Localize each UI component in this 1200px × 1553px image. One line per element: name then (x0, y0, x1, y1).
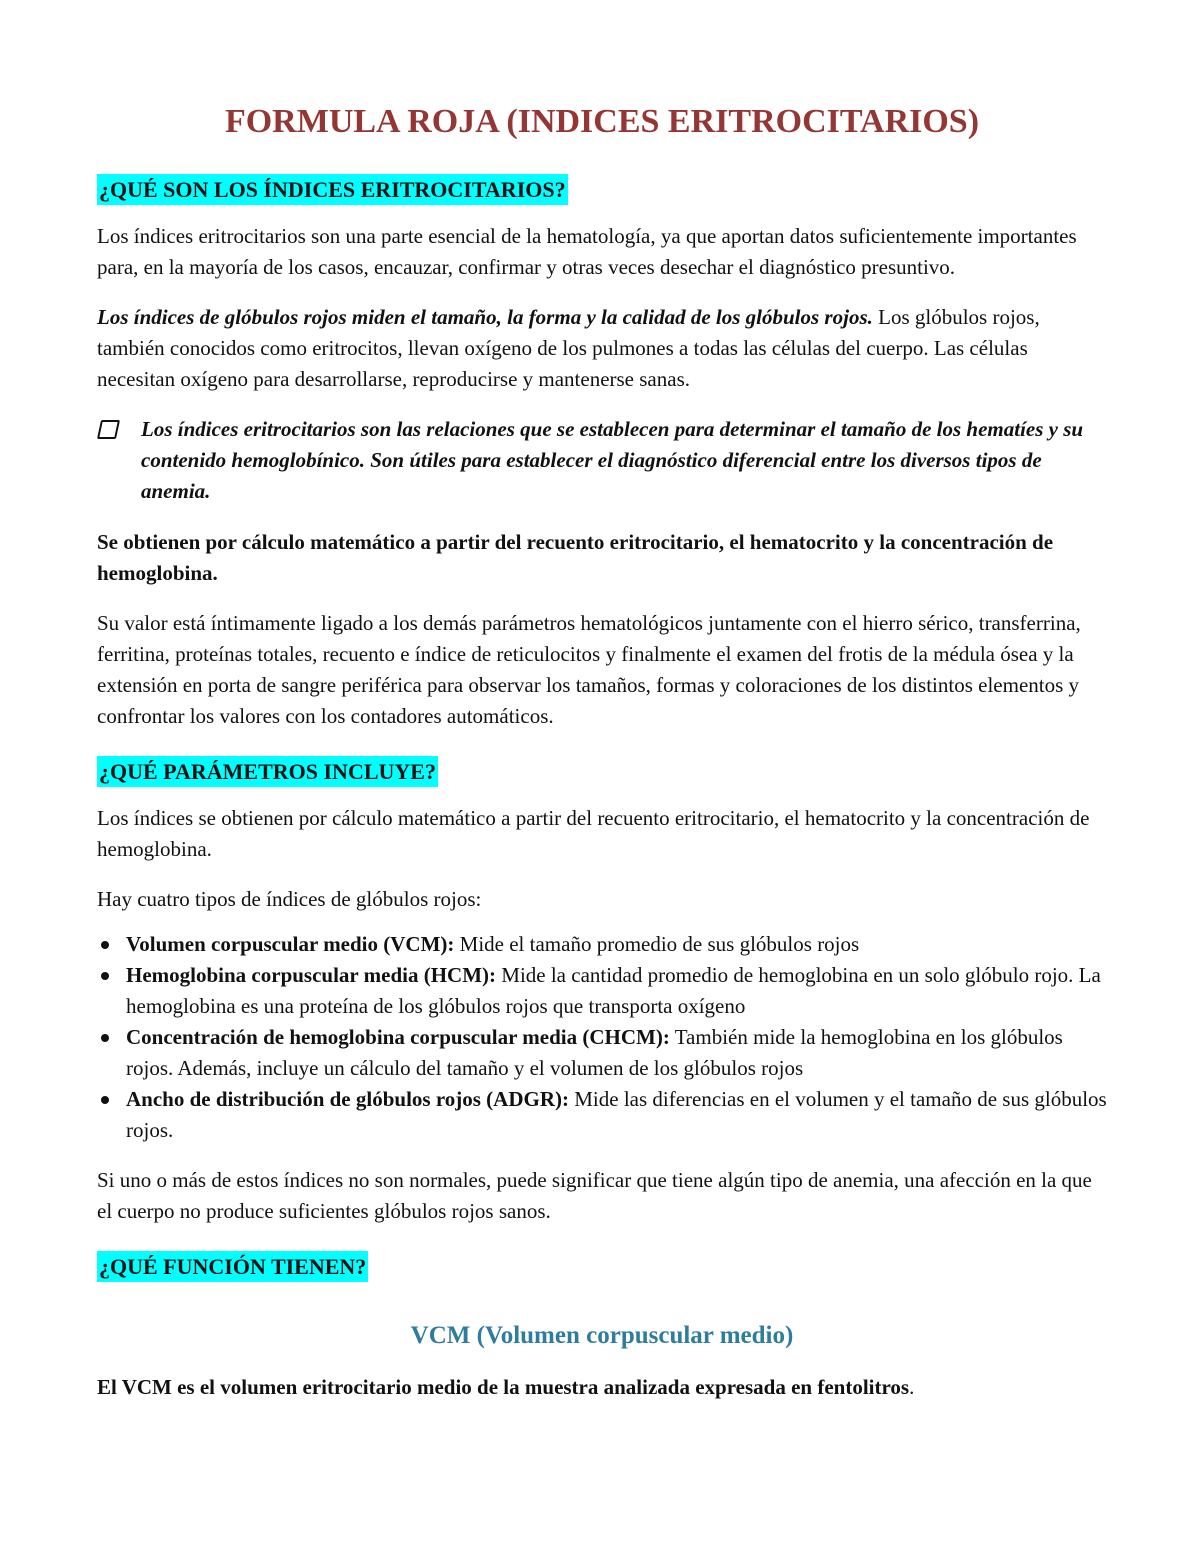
list-item-term: Volumen corpuscular medio (VCM): (126, 932, 455, 956)
list-item-desc: Mide las diferencias en el volumen y el tamaño de sus glóbulos rojos. (126, 1087, 1107, 1142)
document-body (97, 96, 1107, 1422)
bullet-icon (101, 1096, 109, 1104)
checkbox-item-text: Los índices eritrocitarios son las relaciones que se establecen para determinar el tamaño de los hematíes y su contenido hemoglobínico. Son útiles para establecer el diagnóstico diferencial entre los diversos tipos de anemia. (141, 417, 1084, 503)
index-list (97, 929, 1107, 1146)
checkbox-icon (97, 420, 120, 439)
list-item-desc: También mide la hemoglobina en los glóbulos rojos. Además, incluye un cálculo del tamaño y el volumen de los glóbulos rojos (126, 1025, 1063, 1080)
list-item-term: Ancho de distribución de glóbulos rojos (ADGR): (126, 1087, 569, 1111)
list-item-term: Hemoglobina corpuscular media (HCM): (126, 963, 497, 987)
paragraph-vcm-end: . (909, 1375, 915, 1399)
paragraph-vcm (97, 1372, 1107, 1403)
list-item-desc: Mide la cantidad promedio de hemoglobina en un solo glóbulo rojo. La hemoglobina es una proteína de los glóbulos rojos que transporta oxígeno (126, 963, 1101, 1018)
paragraph-measure-rest: Los glóbulos rojos, también conocidos como eritrocitos, llevan oxígeno de los pulmones a todas las células del cuerpo. Las células necesitan oxígeno para desarrollarse, reproducirse y mantenerse sanas. (97, 305, 1040, 391)
list-item (97, 960, 1107, 1022)
paragraph-measure-emphasis: Los índices de glóbulos rojos miden el tamaño, la forma y la calidad de los glóbulos rojos. (97, 305, 873, 329)
section-heading-que-son (97, 172, 1107, 211)
paragraph-four-types: Hay cuatro tipos de índices de glóbulos rojos: (97, 887, 482, 911)
checkbox-item (97, 414, 1107, 507)
section-heading-label: ¿QUÉ FUNCIÓN TIENEN? (97, 1251, 368, 1282)
section-heading-funcion (97, 1249, 1107, 1288)
paragraph-measure (97, 302, 1107, 395)
list-item (97, 929, 1107, 960)
paragraph-vcm-bold: El VCM es el volumen eritrocitario medio de la muestra analizada expresada en fentolitros (97, 1375, 910, 1399)
paragraph-anemia: Si uno o más de estos índices no son normales, puede significar que tiene algún tipo de anemia, una afección en la que el cuerpo no produce suficientes glóbulos rojos sanos. (97, 1168, 1092, 1223)
list-item-term: Concentración de hemoglobina corpuscular media (CHCM): (126, 1025, 670, 1049)
list-item (97, 1084, 1107, 1146)
paragraph-value: Su valor está íntimamente ligado a los demás parámetros hematológicos juntamente con el hierro sérico, transferrina, ferritina, proteínas totales, recuento e índice de reticulocitos y finalmente el examen del frotis de la médula ósea y la extensión en porta de sangre periférica para observar los tamaños, formas y coloraciones de los distintos elementos y confrontar los valores con los contadores automáticos. (97, 611, 1081, 728)
section-heading-parametros (97, 754, 1107, 793)
section-heading-label: ¿QUÉ PARÁMETROS INCLUYE? (97, 756, 438, 787)
bullet-icon (101, 972, 109, 980)
paragraph-indices: Los índices se obtienen por cálculo matemático a partir del recuento eritrocitario, el hematocrito y la concentración de hemoglobina. (97, 806, 1090, 861)
paragraph-intro: Los índices eritrocitarios son una parte esencial de la hematología, ya que aportan datos suficientemente importantes para, en la mayoría de los casos, encauzar, confirmar y otras veces desechar el diagnóstico presuntivo. (97, 224, 1077, 279)
document-title: FORMULA ROJA (INDICES ERITROCITARIOS) (224, 103, 980, 140)
subsection-title-vcm: VCM (Volumen corpuscular medio) (410, 1322, 794, 1349)
section-heading-label: ¿QUÉ SON LOS ÍNDICES ERITROCITARIOS? (97, 174, 568, 205)
bullet-icon (101, 941, 109, 949)
list-item (97, 1022, 1107, 1084)
list-item-desc: Mide el tamaño promedio de sus glóbulos rojos (454, 932, 860, 956)
paragraph-calculation: Se obtienen por cálculo matemático a partir del recuento eritrocitario, el hematocrito y la concentración de hemoglobina. (97, 530, 1054, 585)
bullet-icon (101, 1034, 109, 1042)
